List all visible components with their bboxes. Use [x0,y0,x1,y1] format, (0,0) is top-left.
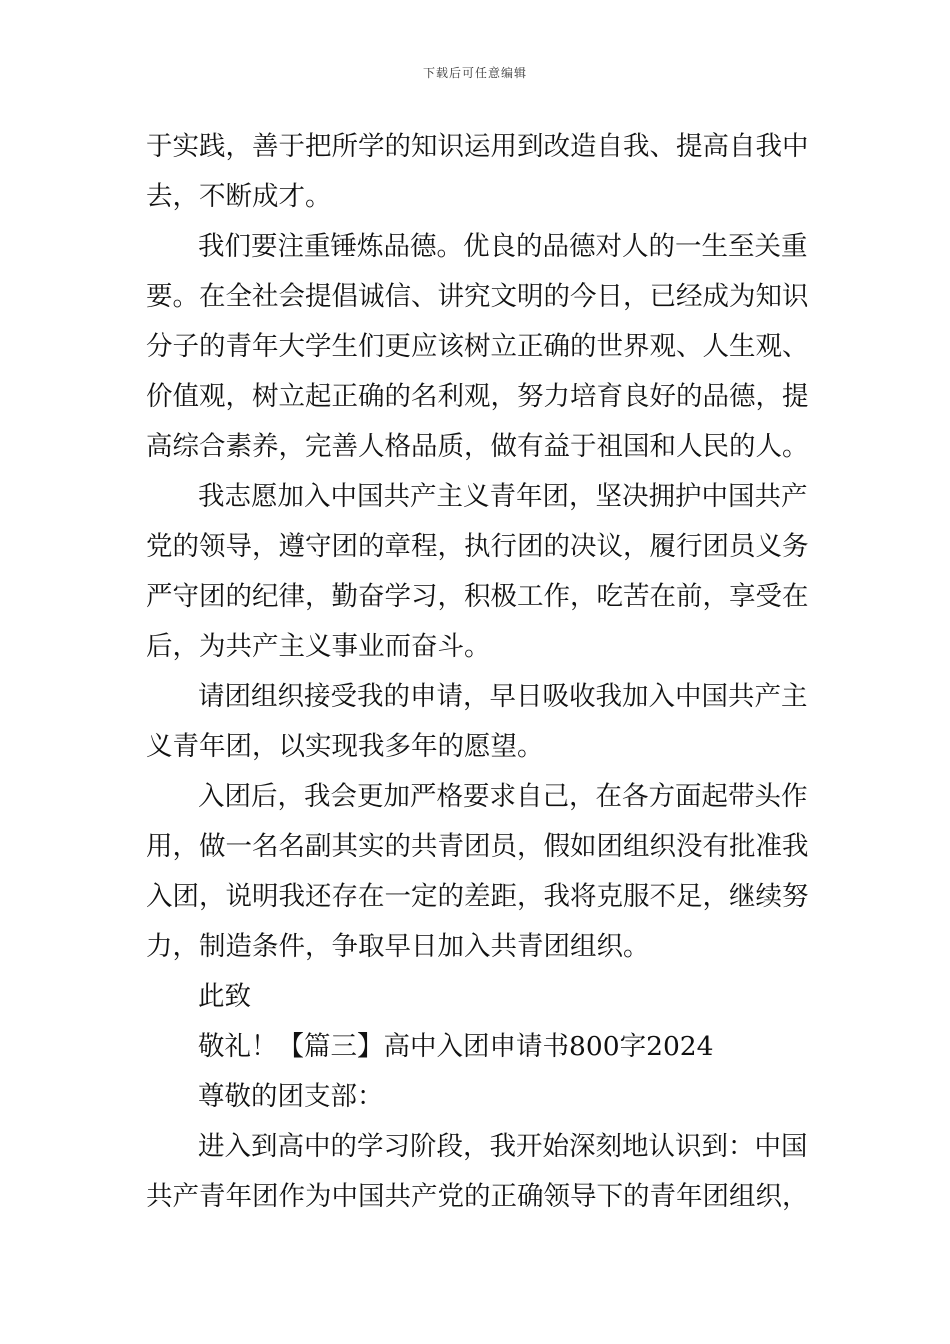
text-line: 价值观，树立起正确的名利观，努力培育良好的品德，提 [146,381,809,412]
text-line: 去，不断成才。 [146,181,332,212]
text-line: 用，做一名名副其实的共青团员，假如团组织没有批准我 [146,831,809,862]
text-line: 高综合素养，完善人格品质，做有益于祖国和人民的人。 [146,431,809,462]
text-line: 请团组织接受我的申请，早日吸收我加入中国共产主 [198,681,808,712]
text-line: 后，为共产主义事业而奋斗。 [146,631,491,662]
text-line: 义青年团，以实现我多年的愿望。 [146,731,544,762]
text-line: 此致 [198,981,251,1012]
header-text: 下载后可任意编辑 [422,66,527,80]
document-body [146,122,808,1222]
text-line: 分子的青年大学生们更应该树立正确的世界观、人生观、 [146,331,809,362]
text-line: 进入到高中的学习阶段，我开始深刻地认识到：中国 [198,1131,808,1162]
text-line: 于实践，善于把所学的知识运用到改造自我、提高自我中 [146,131,809,162]
page-header [0,64,950,81]
text-line: 入团，说明我还存在一定的差距，我将克服不足，继续努 [146,881,809,912]
text-line: 尊敬的团支部： [198,1081,384,1112]
text-line: 严守团的纪律，勤奋学习，积极工作，吃苦在前，享受在 [146,581,809,612]
text-line: 共产青年团作为中国共产党的正确领导下的青年团组织， [146,1181,809,1212]
text-line: 敬礼！【篇三】高中入团申请书800字2024 [198,1031,714,1062]
text-line: 力，制造条件，争取早日加入共青团组织。 [146,931,650,962]
text-line: 我们要注重锤炼品德。优良的品德对人的一生至关重 [198,231,808,262]
text-line: 入团后，我会更加严格要求自己，在各方面起带头作 [198,781,808,812]
text-line: 要。在全社会提倡诚信、讲究文明的今日，已经成为知识 [146,281,809,312]
text-line: 我志愿加入中国共产主义青年团，坚决拥护中国共产 [198,481,808,512]
text-line: 党的领导，遵守团的章程，执行团的决议，履行团员义务 [146,531,809,562]
